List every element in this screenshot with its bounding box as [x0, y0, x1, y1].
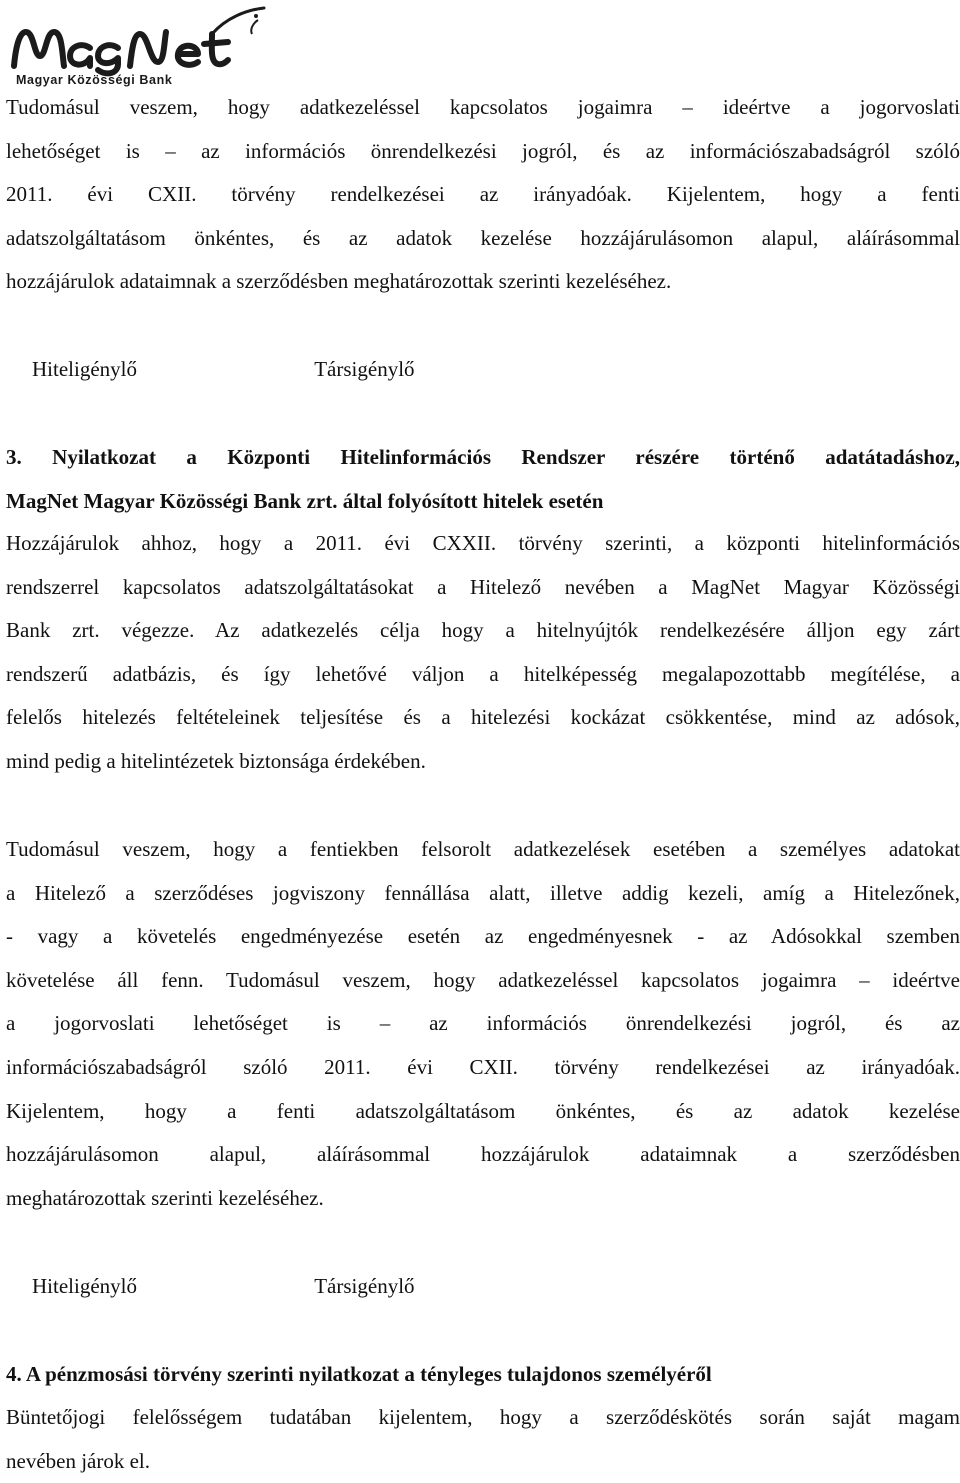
text-line: felelős hitelezés feltételeinek teljesítése és a hitelezési kockázat csökkentése, mind az adósok, — [6, 705, 960, 730]
text-line: információszabadságról szóló 2011. évi CXII. törvény rendelkezései az irányadóak. — [6, 1054, 960, 1079]
signer-label-coapplicant: Társigénylő — [314, 1274, 415, 1298]
signer-label-applicant: Hiteligénylő — [32, 357, 137, 381]
section3-paragraph-1 — [6, 522, 960, 784]
text-line: adatszolgáltatásom önkéntes, és az adatok kezelése hozzájárulásomon alapul, aláírásommal — [6, 225, 960, 250]
section4-paragraph — [6, 1396, 960, 1483]
text-line: - vagy a követelés engedményezése esetén az engedményesnek - az Adósokkal szemben — [6, 924, 960, 949]
text-line: Hozzájárulok ahhoz, hogy a 2011. évi CXXII. törvény szerinti, a központi hitelinformációs — [6, 531, 960, 555]
text-line: lehetőséget is – az információs önrendelkezési jogról, és az információszabadságról szóló — [6, 138, 960, 163]
text-line: a jogorvoslati lehetőséget is – az információs önrendelkezési jogról, és az — [6, 1011, 960, 1036]
text-line: hozzájárulásomon alapul, aláírásommal hozzájárulok adataimnak a szerződésben — [6, 1142, 960, 1167]
heading-line: 4. A pénzmosási törvény szerinti nyilatkozat a tényleges tulajdonos személyéről — [6, 1362, 712, 1386]
heading-line: MagNet Magyar Közösségi Bank zrt. által folyósított hitelek esetén — [6, 488, 604, 513]
magnet-bank-logo — [6, 4, 268, 88]
signature-labels — [32, 1271, 415, 1301]
text-line: Büntetőjogi felelősségem tudatában kijelentem, hogy a szerződéskötés során saját magam — [6, 1405, 960, 1429]
text-line: Tudomásul veszem, hogy a fentiekben felsorolt adatkezelések esetében a személyes adatokat — [6, 837, 960, 861]
logo-subtitle: Magyar Közösségi Bank — [16, 73, 173, 87]
text-line: Kijelentem, hogy a fenti adatszolgáltatásom önkéntes, és az adatok kezelése — [6, 1098, 960, 1123]
text-line: Tudomásul veszem, hogy adatkezeléssel kapcsolatos jogaimra – ideértve a jogorvoslati — [6, 95, 960, 119]
text-line: mind pedig a hitelintézetek biztonsága érdekében. — [6, 748, 426, 773]
text-line: a Hitelező a szerződéses jogviszony fennállása alatt, illetve addig kezeli, amíg a Hitelezőnek, — [6, 880, 960, 905]
section3-paragraph-2 — [6, 828, 960, 1220]
text-line: meghatározottak szerinti kezeléséhez. — [6, 1185, 324, 1210]
section4-heading — [6, 1353, 960, 1397]
text-line: nevében járok el. — [6, 1448, 151, 1473]
text-line: hozzájárulok adataimnak a szerződésben meghatározottak szerinti kezeléséhez. — [6, 269, 672, 294]
signature-labels — [32, 354, 415, 384]
heading-line: 3. Nyilatkozat a Központi Hitelinformációs Rendszer részére történő adatátadáshoz, — [6, 445, 960, 469]
text-line: rendszerű adatbázis, és így lehetővé váljon a hitelképesség megalapozottabb megítélése, a — [6, 661, 960, 686]
text-line: követelése áll fenn. Tudomásul veszem, hogy adatkezeléssel kapcsolatos jogaimra – ideértve — [6, 967, 960, 992]
signer-label-coapplicant: Társigénylő — [314, 357, 415, 381]
signer-label-applicant: Hiteligénylő — [32, 1274, 137, 1298]
section2-paragraph — [6, 86, 960, 304]
text-line: Bank zrt. végezze. Az adatkezelés célja hogy a hitelnyújtók rendelkezésére álljon egy zárt — [6, 618, 960, 643]
section3-heading — [6, 436, 960, 523]
text-line: 2011. évi CXII. törvény rendelkezései az irányadóak. Kijelentem, hogy a fenti — [6, 182, 960, 207]
text-line: rendszerrel kapcsolatos adatszolgáltatásokat a Hitelező nevében a MagNet Magyar Közösségi — [6, 574, 960, 599]
